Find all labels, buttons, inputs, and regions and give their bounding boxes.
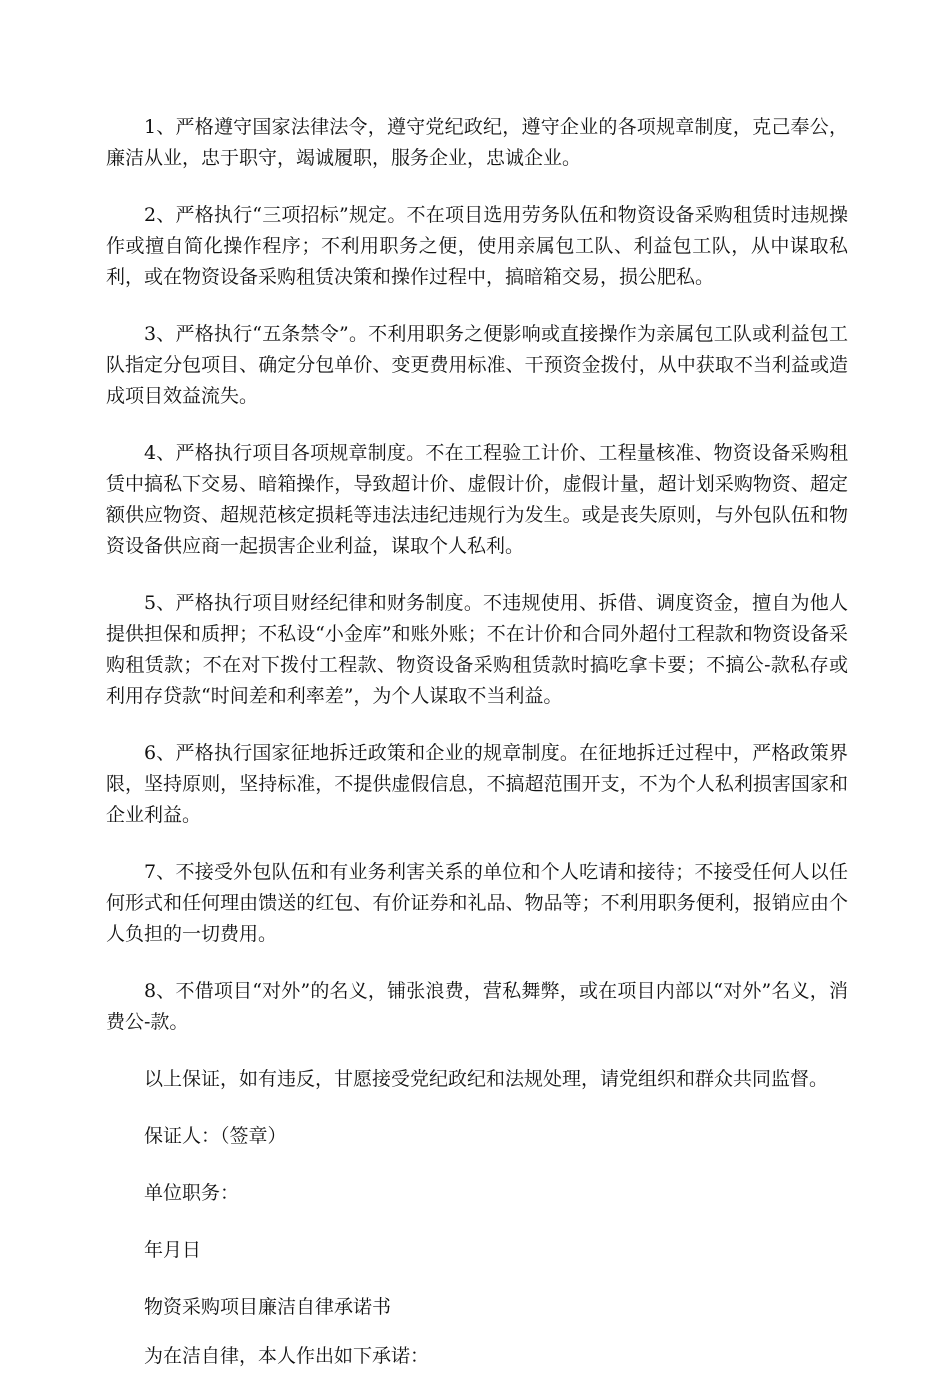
date-line: 年月日 [144, 1239, 202, 1261]
clause-8: 8、不借项目“对外”的名义，铺张浪费，营私舞弊，或在项目内部以“对外”名义，消费公-款。 [106, 980, 848, 1033]
section-intro: 为在洁自律，本人作出如下承诺： [144, 1345, 430, 1367]
clause-3: 3、严格执行“五条禁令”。不利用职务之便影响或直接操作为亲属包工队或利益包工队指定分包项目、确定分包单价、变更费用标准、干预资金拨付，从中获取不当利益或造成项目效益流失。 [106, 323, 848, 407]
closing-statement: 以上保证，如有违反，甘愿接受党纪政纪和法规处理，请党组织和群众共同监督。 [144, 1068, 829, 1090]
document-page [106, 112, 848, 1398]
clause-5: 5、严格执行项目财经纪律和财务制度。不违规使用、拆借、调度资金，擅自为他人提供担保和质押；不私设“小金库”和账外账；不在计价和合同外超付工程款和物资设备采购租赁款；不在对下拨付工程款、物资设备采购租赁款时搞吃拿卡要；不搞公-款私存或利用存贷款“时间差和利率差”，为个人谋取不当利益。 [106, 592, 848, 707]
section-title: 物资采购项目廉洁自律承诺书 [144, 1296, 392, 1318]
clause-7: 7、不接受外包队伍和有业务利害关系的单位和个人吃请和接待；不接受任何人以任何形式和任何理由馈送的红包、有价证券和礼品、物品等；不利用职务便利，报销应由个人负担的一切费用。 [106, 861, 848, 945]
clause-1: 1、严格遵守国家法律法令，遵守党纪政纪，遵守企业的各项规章制度，克己奉公，廉洁从业，忠于职守，竭诚履职，服务企业，忠诚企业。 [106, 116, 848, 169]
clause-6: 6、严格执行国家征地拆迁政策和企业的规章制度。在征地拆迁过程中，严格政策界限，坚持原则，坚持标准，不提供虚假信息，不搞超范围开支，不为个人私利损害国家和企业利益。 [106, 742, 848, 826]
position-line: 单位职务： [144, 1182, 240, 1204]
guarantor-signature-line: 保证人：（签章） [144, 1125, 287, 1147]
clause-4: 4、严格执行项目各项规章制度。不在工程验工计价、工程量核准、物资设备采购租赁中搞私下交易、暗箱操作，导致超计价、虚假计价，虚假计量，超计划采购物资、超定额供应物资、超规范核定损耗等违法违纪违规行为发生。或是丧失原则，与外包队伍和物资设备供应商一起损害企业利益，谋取个人私利。 [106, 442, 848, 557]
clause-2: 2、严格执行“三项招标”规定。不在项目选用劳务队伍和物资设备采购租赁时违规操作或擅自简化操作程序；不利用职务之便，使用亲属包工队、利益包工队，从中谋取私利，或在物资设备采购租赁决策和操作过程中，搞暗箱交易，损公肥私。 [106, 204, 848, 288]
